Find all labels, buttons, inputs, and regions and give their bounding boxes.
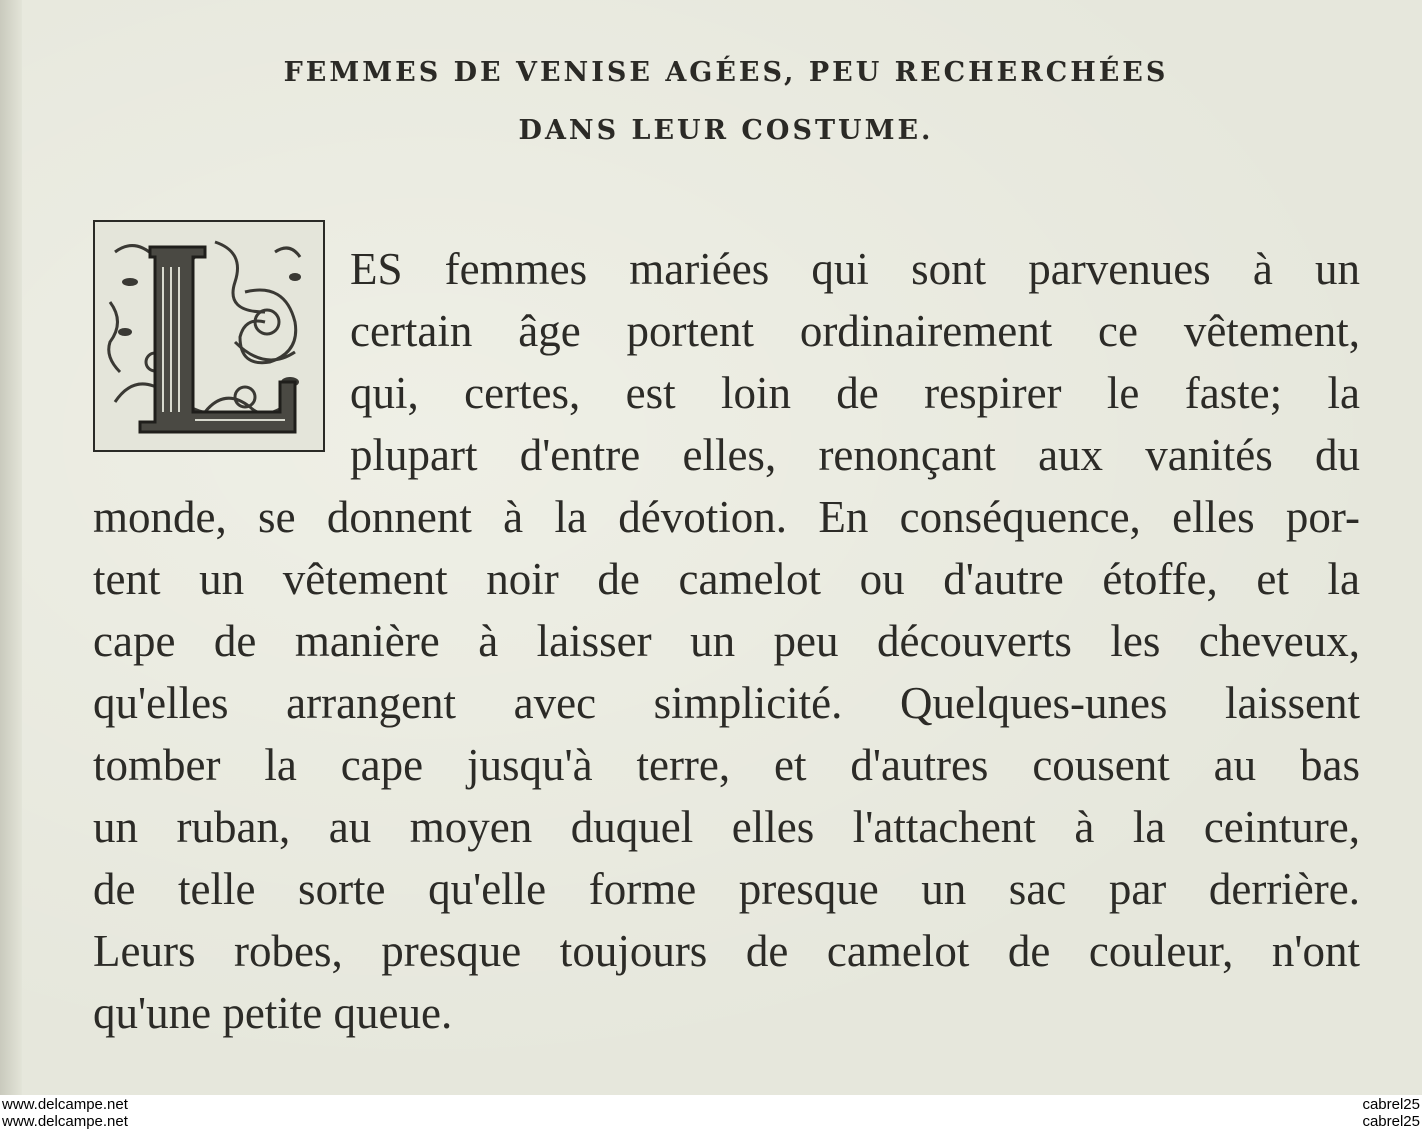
body-line-12: Leurs robes, presque toujours de camelot de couleur, n'ont bbox=[93, 926, 1360, 976]
body-line-10: un ruban, au moyen duquel elles l'attachent à la ceinture, bbox=[93, 802, 1360, 852]
body-line-5: monde, se donnent à la dévotion. En conséquence, elles por- bbox=[93, 492, 1360, 542]
watermark-user-bottom: cabrel25 bbox=[1362, 1113, 1420, 1130]
watermark-site-top: www.delcampe.net bbox=[2, 1096, 128, 1113]
body-line-1: ES femmes mariées qui sont parvenues à un bbox=[350, 244, 1360, 294]
body-line-2: certain âge portent ordinairement ce vêtement, bbox=[350, 306, 1360, 356]
body-line-8: qu'elles arrangent avec simplicité. Quelques-unes laissent bbox=[93, 678, 1360, 728]
watermark-site-bottom: www.delcampe.net bbox=[2, 1113, 128, 1130]
body-line-6: tent un vêtement noir de camelot ou d'autre étoffe, et la bbox=[93, 554, 1360, 604]
body-line-4: plupart d'entre elles, renonçant aux vanités du bbox=[350, 430, 1360, 480]
page-title bbox=[0, 44, 1422, 160]
title-line-2: DANS LEUR COSTUME. bbox=[518, 115, 934, 146]
page-edge-shadow bbox=[0, 0, 22, 1095]
title-line-1: FEMMES DE VENISE AGÉES, PEU RECHERCHÉES bbox=[283, 57, 1169, 88]
body-line-7: cape de manière à laisser un peu découverts les cheveux, bbox=[93, 616, 1360, 666]
watermark-user-top: cabrel25 bbox=[1362, 1096, 1420, 1113]
body-line-13: qu'une petite queue. bbox=[93, 988, 453, 1038]
body-line-3: qui, certes, est loin de respirer le faste; la bbox=[350, 368, 1360, 418]
watermark-bar bbox=[0, 1095, 1422, 1132]
ornamental-initial-icon bbox=[93, 220, 325, 452]
body-line-9: tomber la cape jusqu'à terre, et d'autres cousent au bas bbox=[93, 740, 1360, 790]
body-line-11: de telle sorte qu'elle forme presque un sac par derrière. bbox=[93, 864, 1360, 914]
